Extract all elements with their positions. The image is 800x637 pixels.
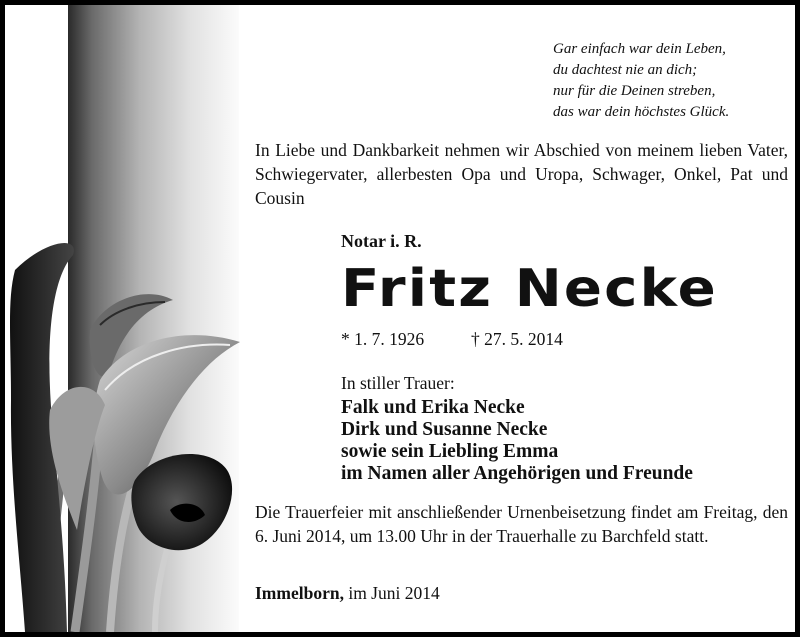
mourner-line: im Namen aller Angehörigen und Freunde — [341, 463, 693, 484]
death-date: † 27. 5. 2014 — [471, 329, 563, 349]
calla-lily-image — [5, 230, 255, 632]
poem-line: nur für die Deinen streben, — [553, 83, 716, 99]
intro-text: In Liebe und Dankbarkeit nehmen wir Abschied von meinem lieben Vater, Schwiegervater, allerbesten Opa und Uropa, Schwager, Onkel, Pat und Cousin — [255, 140, 788, 208]
funeral-info: Die Trauerfeier mit anschließender Urnenbeisetzung findet am Freitag, den 6. Juni 2014, um 13.00 Uhr in der Trauerhalle zu Barchfeld statt. — [255, 502, 788, 546]
signoff-date: im Juni 2014 — [348, 583, 440, 603]
poem — [553, 39, 729, 123]
poem-line: das war dein höchstes Glück. — [553, 104, 730, 120]
birth-date: * 1. 7. 1926 — [341, 329, 425, 349]
mourner-line: Dirk und Susanne Necke — [341, 419, 548, 440]
mourner-line: Falk und Erika Necke — [341, 397, 525, 418]
signoff-place: Immelborn, — [255, 583, 344, 603]
mourners-list — [341, 397, 693, 485]
signoff — [255, 583, 440, 604]
deceased-title: Notar i. R. — [341, 231, 422, 251]
poem-line: Gar einfach war dein Leben, — [553, 41, 726, 57]
mourning-label: In stiller Trauer: — [341, 373, 455, 393]
mourner-line: sowie sein Liebling Emma — [341, 441, 559, 462]
poem-line: du dachtest nie an dich; — [553, 62, 698, 78]
deceased-name: Fritz Necke — [341, 259, 718, 319]
